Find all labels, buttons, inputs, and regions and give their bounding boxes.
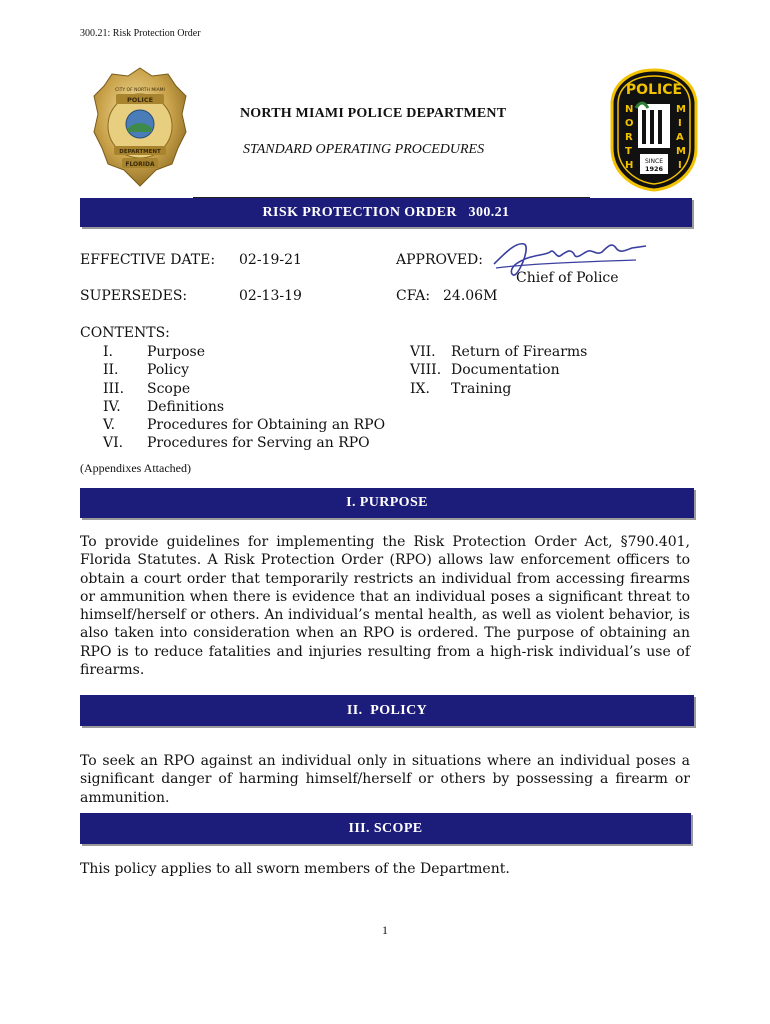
list-item	[410, 361, 587, 379]
scope-heading: III. SCOPE	[348, 820, 423, 836]
department-subtitle: STANDARD OPERATING PROCEDURES	[243, 142, 485, 157]
list-item	[410, 343, 587, 361]
contents-number: IX.	[410, 380, 430, 397]
list-item	[103, 434, 385, 452]
appendix-note: (Appendixes Attached)	[80, 461, 191, 475]
svg-text:O: O	[625, 118, 634, 129]
contents-title: Definitions	[147, 398, 225, 415]
order-title-text: RISK PROTECTION ORDER 300.21	[262, 204, 510, 220]
purpose-heading: I. PURPOSE	[346, 495, 428, 510]
contents-number: VI.	[103, 435, 124, 452]
contents-title: Procedures for Serving an RPO	[147, 435, 370, 452]
contents-number: IV.	[103, 398, 121, 415]
svg-text:N: N	[625, 104, 634, 115]
patch-year-text: 1926	[644, 165, 664, 173]
police-patch-logo	[610, 68, 698, 192]
policy-heading-banner	[80, 695, 694, 726]
list-item	[410, 380, 587, 398]
page-number: 1	[382, 923, 388, 937]
police-badge-logo	[92, 66, 188, 188]
svg-text:A: A	[676, 132, 684, 143]
badge-city-text: CITY OF NORTH MIAMI	[115, 88, 165, 93]
contents-title: Documentation	[451, 362, 560, 379]
contents-number: I.	[103, 344, 113, 360]
svg-text:T: T	[625, 146, 632, 157]
contents-number: III.	[103, 380, 125, 397]
effective-date-value: 02-19-21	[239, 252, 302, 268]
svg-text:R: R	[625, 132, 633, 143]
svg-text:H: H	[625, 160, 634, 171]
list-item	[103, 416, 385, 434]
chief-of-police-label: Chief of Police	[516, 270, 619, 286]
running-header: 300.21: Risk Protection Order	[80, 28, 201, 39]
contents-title: Purpose	[147, 344, 205, 360]
list-item	[103, 380, 385, 398]
badge-department-text: DEPARTMENT	[119, 149, 161, 155]
effective-date-label: EFFECTIVE DATE:	[80, 252, 216, 268]
contents-number: V.	[103, 417, 116, 434]
contents-title: Scope	[147, 380, 191, 397]
approved-label: APPROVED:	[396, 252, 483, 268]
contents-number: VII.	[410, 344, 436, 360]
cfa-value: 24.06M	[443, 288, 498, 304]
purpose-heading-banner	[80, 488, 694, 518]
badge-florida-text: FLORIDA	[125, 161, 155, 168]
contents-list-right	[410, 343, 587, 398]
scope-text: This policy applies to all sworn members of the Department.	[80, 861, 510, 877]
list-item	[103, 343, 385, 361]
contents-list-left	[103, 343, 385, 453]
contents-title: Policy	[147, 362, 189, 379]
cfa-label: CFA:	[396, 288, 431, 304]
badge-police-text: POLICE	[126, 96, 154, 104]
svg-text:I: I	[678, 160, 682, 171]
patch-police-text: POLICE	[625, 82, 683, 98]
contents-number: VIII.	[410, 362, 442, 379]
svg-text:I: I	[678, 118, 682, 129]
list-item	[103, 361, 385, 379]
contents-title: Procedures for Obtaining an RPO	[147, 417, 386, 434]
svg-text:M: M	[676, 104, 686, 115]
svg-text:M: M	[676, 146, 686, 157]
contents-number: II.	[103, 362, 119, 379]
policy-heading: II. POLICY	[346, 702, 428, 718]
contents-label: CONTENTS:	[80, 325, 170, 341]
contents-title: Training	[451, 380, 512, 397]
patch-since-text: SINCE	[644, 158, 664, 165]
order-title-banner	[80, 198, 692, 227]
scope-heading-banner	[80, 813, 691, 844]
purpose-text: To provide guidelines for implementing the Risk Protection Order Act, §790.401, Florida Statutes. A Risk Protection Order (RPO) allows law enforcement officers to obtain a court order that temporarily restricts an individual from accessing firearms or ammunition when there is evidence that an individual poses a significant threat to himself/herself or others. An individual’s mental health, as well as violent behavior, is also taken into consideration when an RPO is ordered. The purpose of obtaining an RPO is to reduce fatalities and injuries resulting from a high-risk individual’s use of firearms.	[80, 534, 690, 679]
contents-title: Return of Firearms	[451, 344, 588, 360]
supersedes-label: SUPERSEDES:	[80, 288, 188, 304]
policy-text: To seek an RPO against an individual only in situations where an individual poses a significant danger of harming himself/herself or others by possessing a firearm or ammunition.	[80, 753, 690, 806]
supersedes-value: 02-13-19	[239, 288, 302, 304]
list-item	[103, 398, 385, 416]
department-name: NORTH MIAMI POLICE DEPARTMENT	[240, 106, 507, 121]
